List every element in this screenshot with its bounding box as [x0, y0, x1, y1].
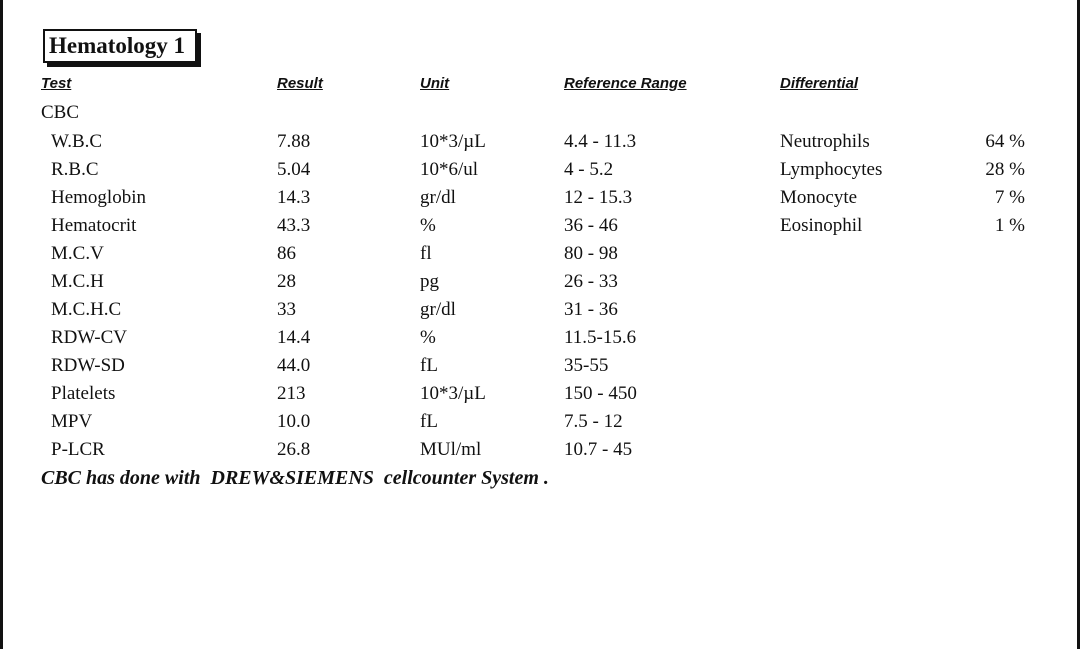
- test-result: 43.3: [277, 215, 311, 236]
- list-item: [0, 128, 1080, 156]
- test-reference-range: 26 - 33: [564, 271, 618, 292]
- test-unit: fL: [420, 355, 438, 376]
- test-unit: fl: [420, 243, 432, 264]
- table-row: [0, 352, 1080, 380]
- test-reference-range: 7.5 - 12: [564, 411, 623, 432]
- header-result: Result: [277, 75, 323, 92]
- list-item: [0, 184, 1080, 212]
- differential-name: Lymphocytes: [780, 159, 883, 180]
- header-reference-range: Reference Range: [564, 75, 687, 92]
- test-result: 14.3: [277, 187, 311, 208]
- test-unit: gr/dl: [420, 299, 456, 320]
- test-name: Platelets: [51, 383, 116, 404]
- test-unit: MUl/ml: [420, 439, 482, 460]
- test-unit: 10*3/µL: [420, 131, 486, 152]
- test-name: P-LCR: [51, 439, 105, 460]
- test-unit: 10*3/µL: [420, 383, 486, 404]
- test-result: 213: [277, 383, 306, 404]
- test-reference-range: 10.7 - 45: [564, 439, 633, 460]
- test-unit: %: [420, 215, 436, 236]
- table-row: [0, 268, 1080, 296]
- test-name: MPV: [51, 411, 93, 432]
- differential-name: Eosinophil: [780, 215, 863, 236]
- test-result: 86: [277, 243, 296, 264]
- test-name: Hematocrit: [51, 215, 137, 236]
- test-name: RDW-CV: [51, 327, 127, 348]
- table-row: [0, 296, 1080, 324]
- test-reference-range: 31 - 36: [564, 299, 618, 320]
- differential-name: Neutrophils: [780, 131, 870, 152]
- differential-value: 28 %: [985, 159, 1025, 180]
- test-name: M.C.V: [51, 243, 104, 264]
- test-name: M.C.H.C: [51, 299, 122, 320]
- test-result: 28: [277, 271, 296, 292]
- test-unit: 10*6/ul: [420, 159, 479, 180]
- test-reference-range: 4 - 5.2: [564, 159, 614, 180]
- table-row: [0, 240, 1080, 268]
- test-unit: pg: [420, 271, 439, 292]
- test-result: 7.88: [277, 131, 311, 152]
- group-label-cbc: CBC: [41, 102, 80, 123]
- header-unit: Unit: [420, 75, 450, 92]
- table-row: [0, 408, 1080, 436]
- test-result: 26.8: [277, 439, 311, 460]
- test-unit: %: [420, 327, 436, 348]
- test-reference-range: 35-55: [564, 355, 609, 376]
- test-result: 5.04: [277, 159, 311, 180]
- test-result: 33: [277, 299, 296, 320]
- test-reference-range: 36 - 46: [564, 215, 618, 236]
- report-title: Hematology 1: [43, 29, 197, 63]
- test-reference-range: 80 - 98: [564, 243, 618, 264]
- differential-list: [0, 128, 1080, 240]
- test-name: RDW-SD: [51, 355, 125, 376]
- differential-value: 64 %: [985, 131, 1025, 152]
- test-reference-range: 4.4 - 11.3: [564, 131, 637, 152]
- test-result: 44.0: [277, 355, 311, 376]
- test-unit: fL: [420, 411, 438, 432]
- test-reference-range: 150 - 450: [564, 383, 637, 404]
- test-name: R.B.C: [51, 159, 99, 180]
- test-result: 14.4: [277, 327, 311, 348]
- test-name: W.B.C: [51, 131, 103, 152]
- list-item: [0, 156, 1080, 184]
- table-row: [0, 380, 1080, 408]
- test-name: Hemoglobin: [51, 187, 146, 208]
- test-result: 10.0: [277, 411, 311, 432]
- test-name: M.C.H: [51, 271, 104, 292]
- header-test: Test: [41, 75, 72, 92]
- differential-name: Monocyte: [780, 187, 858, 208]
- differential-value: 1 %: [994, 215, 1025, 236]
- table-row: [0, 324, 1080, 352]
- footnote: CBC has done with DREW&SIEMENS cellcounter System .: [41, 467, 549, 489]
- test-unit: gr/dl: [420, 187, 456, 208]
- test-reference-range: 12 - 15.3: [564, 187, 633, 208]
- list-item: [0, 212, 1080, 240]
- differential-value: 7 %: [994, 187, 1025, 208]
- test-reference-range: 11.5-15.6: [564, 327, 637, 348]
- header-differential: Differential: [780, 75, 859, 92]
- table-row: [0, 436, 1080, 464]
